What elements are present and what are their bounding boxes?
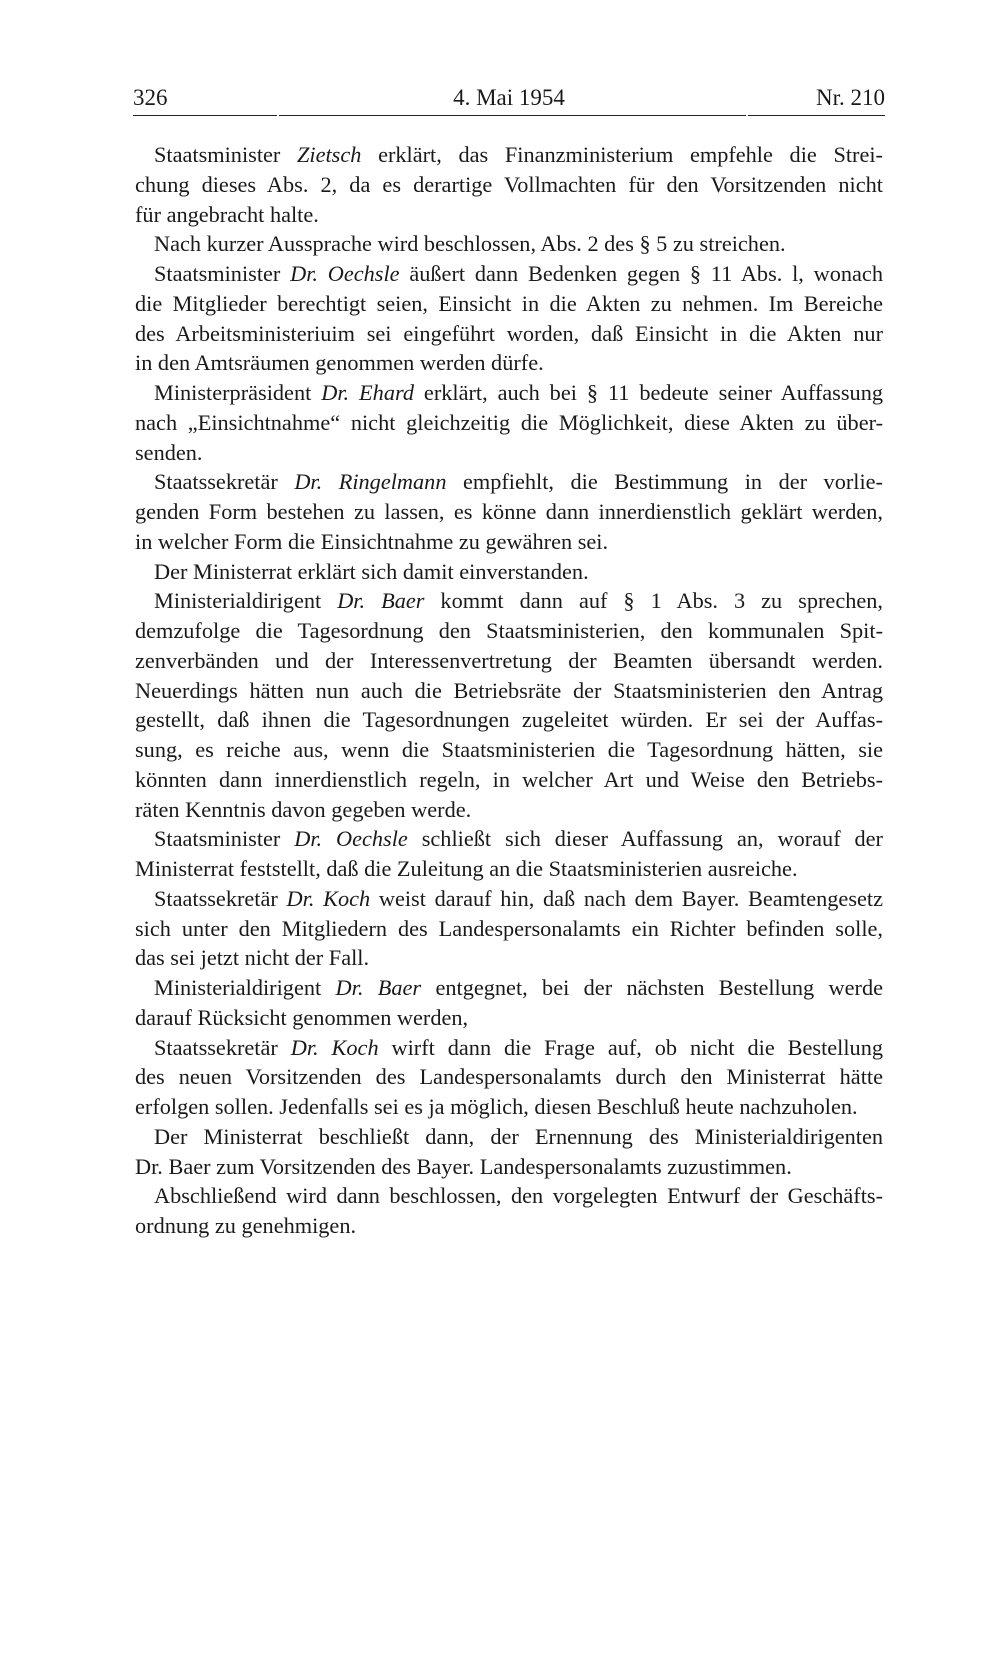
text-run: äußert dann Bedenken gegen § 11 Abs. l, wonach: [399, 261, 883, 286]
text-run: Ministerialdirigent: [154, 588, 338, 614]
text-run: ordnung zu genehmigen.: [135, 1213, 357, 1238]
speaker-name: Dr. Koch: [286, 885, 371, 911]
text-line: [135, 438, 883, 468]
text-line: [135, 527, 883, 557]
text-run: in welcher Form die Einsichtnahme zu gewähren sei.: [135, 528, 609, 554]
text-line: [135, 140, 883, 170]
text-line: [135, 1152, 883, 1182]
text-run: Nach kurzer Aussprache wird beschlossen, Abs. 2 des § 5 zu streichen.: [154, 231, 786, 257]
text-run: chung dieses Abs. 2, da es derartige Vollmachten für den Vorsitzenden nicht: [135, 171, 883, 197]
text-line: [135, 467, 883, 497]
text-run: die Mitglieder berechtigt seien, Einsicht in die Akten zu nehmen. Im Bereiche: [135, 290, 883, 316]
page-number: 326: [133, 85, 168, 110]
text-run: zenverbänden und der Interessenvertretung der Beamten übersandt werden.: [135, 647, 883, 673]
text-line: [135, 319, 883, 349]
text-run: des neuen Vorsitzenden des Landespersonalamts durch den Ministerrat hätte: [135, 1064, 883, 1090]
text-run: senden.: [135, 439, 203, 465]
text-run: Abschließend wird dann beschlossen, den vorgelegten Entwurf der Geschäfts-: [154, 1183, 883, 1209]
speaker-name: Dr. Ringelmann: [294, 469, 447, 495]
text-line: [135, 348, 883, 378]
text-run: nach „Einsichtnahme“ nicht gleichzeitig die Möglichkeit, diese Akten zu über-: [135, 409, 883, 435]
text-line: [135, 259, 883, 289]
text-line: [135, 1092, 883, 1122]
text-run: Staatsminister: [154, 261, 291, 286]
text-run: Der Ministerrat beschließt dann, der Ernennung des Ministerialdirigenten: [154, 1123, 883, 1149]
text-line: [135, 1062, 883, 1092]
speaker-name: Dr. Koch: [290, 1034, 379, 1060]
text-line: [135, 200, 883, 230]
text-run: gestellt, daß ihnen die Tagesordnungen zugeleitet würden. Er sei der Auffas-: [135, 707, 883, 733]
text-line: [135, 765, 883, 795]
text-run: Staatssekretär: [154, 885, 287, 911]
text-run: sich unter den Mitgliedern des Landespersonalamts ein Richter befinden solle,: [135, 915, 883, 941]
text-run: empfiehlt, die Bestimmung in der vorlie-: [446, 469, 883, 495]
text-run: könnten dann innerdienstlich regeln, in welcher Art und Weise den Betriebs-: [135, 766, 883, 792]
header-rule-left: [133, 115, 277, 116]
speaker-name: Dr. Baer: [335, 975, 422, 1000]
text-line: [135, 914, 883, 944]
text-run: wirft dann die Frage auf, ob nicht die Bestellung: [378, 1034, 883, 1060]
text-run: Neuerdings hätten nun auch die Betriebsräte der Staatsministerien den Antrag: [135, 677, 883, 703]
running-header: [133, 84, 885, 114]
speaker-name: Dr. Oechsle: [290, 261, 400, 286]
text-run: weist darauf hin, daß nach dem Bayer. Beamtengesetz: [370, 885, 883, 911]
text-line: [135, 973, 883, 1003]
text-run: für angebracht halte.: [135, 201, 319, 227]
text-run: sung, es reiche aus, wenn die Staatsministerien die Tagesordnung hätten, sie: [135, 737, 883, 762]
text-run: entgegnet, bei der nächsten Bestellung werde: [421, 975, 883, 1000]
text-line: [135, 735, 883, 765]
text-line: [135, 943, 883, 973]
text-run: Dr. Baer zum Vorsitzenden des Bayer. Landespersonalamts zuzustimmen.: [135, 1153, 792, 1179]
text-run: Ministerialdirigent: [154, 975, 336, 1000]
header-rule-center: [279, 115, 746, 116]
document-body: [135, 140, 883, 1241]
text-run: in den Amtsräumen genommen werden dürfe.: [135, 350, 544, 376]
text-line: [135, 497, 883, 527]
text-run: Der Ministerrat erklärt sich damit einverstanden.: [154, 558, 589, 584]
text-run: Staatsminister: [154, 142, 297, 167]
text-line: [135, 229, 883, 259]
text-run: Staatssekretär: [154, 1034, 291, 1060]
speaker-name: Dr. Baer: [337, 588, 425, 614]
text-line: [135, 884, 883, 914]
text-run: des Arbeitsministeriuim sei eingeführt worden, daß Einsicht in die Akten nur: [135, 320, 883, 346]
text-run: demzufolge die Tagesordnung den Staatsministerien, den kommunalen Spit-: [135, 618, 883, 643]
text-line: [135, 1211, 883, 1241]
text-line: [135, 408, 883, 438]
text-line: [135, 676, 883, 706]
header-date: 4. Mai 1954: [453, 85, 565, 110]
text-run: das sei jetzt nicht der Fall.: [135, 945, 370, 971]
speaker-name: Dr. Oechsle: [294, 826, 408, 852]
text-line: [135, 1003, 883, 1033]
document-number: Nr. 210: [816, 85, 885, 110]
speaker-name: Dr. Ehard: [321, 380, 414, 405]
text-run: erfolgen sollen. Jedenfalls sei es ja möglich, diesen Beschluß heute nachzuholen.: [135, 1094, 858, 1119]
text-run: erklärt, auch bei § 11 bedeute seiner Auffassung: [413, 380, 883, 405]
text-run: Staatsminister: [154, 826, 295, 852]
text-line: [135, 378, 883, 408]
text-run: kommt dann auf § 1 Abs. 3 zu sprechen,: [424, 588, 883, 614]
text-line: [135, 616, 883, 646]
text-line: [135, 795, 883, 825]
text-line: [135, 705, 883, 735]
text-line: [135, 824, 883, 854]
text-run: räten Kenntnis davon gegeben werde.: [135, 796, 472, 822]
text-line: [135, 170, 883, 200]
speaker-name: Zietsch: [297, 142, 362, 167]
text-run: schließt sich dieser Auffassung an, worauf der: [407, 826, 883, 852]
text-line: [135, 1033, 883, 1063]
text-line: [135, 586, 883, 616]
text-run: Staatssekretär: [154, 469, 295, 495]
text-run: genden Form bestehen zu lassen, es könne dann innerdienstlich geklärt werden,: [135, 499, 883, 524]
text-line: [135, 1181, 883, 1211]
text-line: [135, 289, 883, 319]
text-run: erklärt, das Finanzministerium empfehle die Strei-: [361, 142, 883, 167]
text-line: [135, 646, 883, 676]
text-run: Ministerrat feststellt, daß die Zuleitung an die Staatsministerien ausreiche.: [135, 856, 798, 881]
text-line: [135, 1122, 883, 1152]
text-run: Ministerpräsident: [154, 380, 322, 405]
text-run: darauf Rücksicht genommen werden,: [135, 1004, 469, 1030]
text-line: [135, 557, 883, 587]
header-rule-right: [748, 115, 885, 116]
text-line: [135, 854, 883, 884]
